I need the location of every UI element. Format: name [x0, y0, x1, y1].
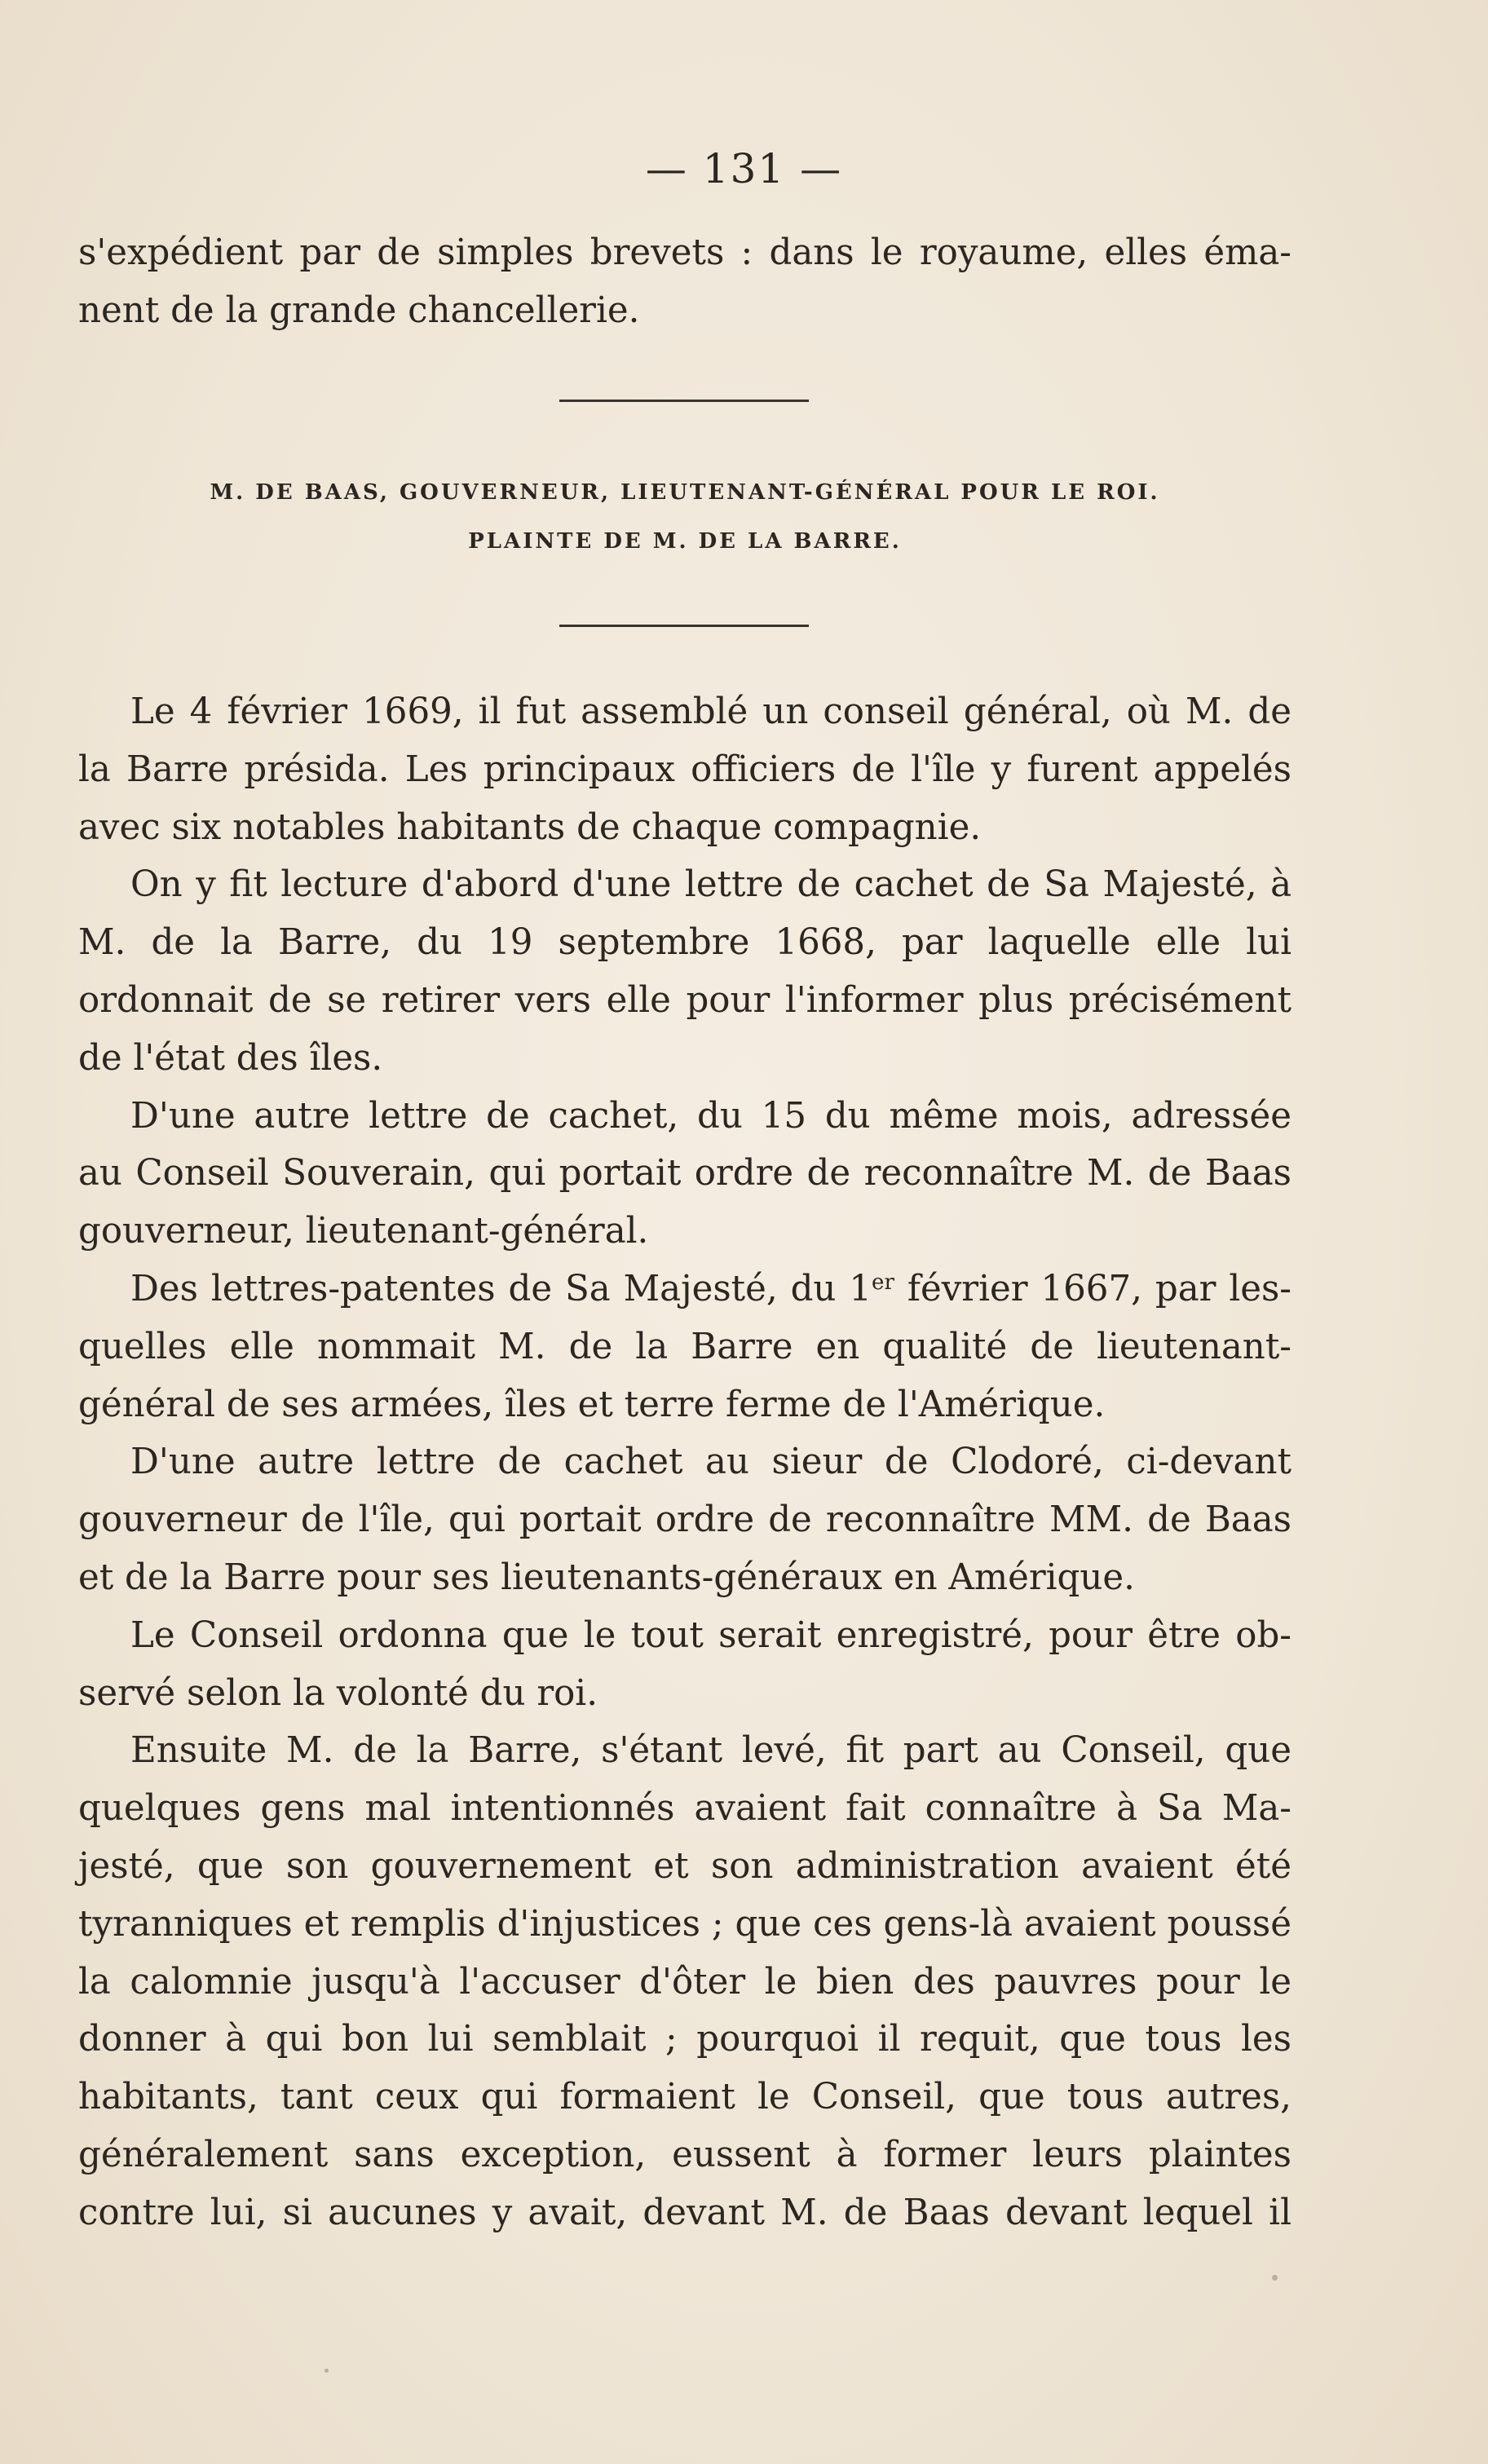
- text-line: gouverneur, lieutenant-général.: [78, 1211, 649, 1252]
- text-line: nent de la grande chancellerie.: [78, 289, 640, 331]
- section-heading: [78, 468, 1292, 566]
- text-line: tyranniques et remplis d'injustices ; que ces gens-là avaient poussé: [78, 1903, 1292, 1945]
- text-line: servé selon la volonté du roi.: [78, 1672, 598, 1714]
- text-line: de l'état des îles.: [78, 1037, 383, 1079]
- text-line: quelques gens mal intentionnés avaient fait connaître à Sa Ma-: [78, 1788, 1292, 1830]
- paper-speck: [325, 2369, 329, 2373]
- text-line: la calomnie jusqu'à l'accuser d'ôter le bien des pauvres pour le: [78, 1961, 1292, 2003]
- text-fragment: Des lettres-patentes de Sa Majesté, du 1: [130, 1268, 872, 1309]
- text-line: s'expédient par de simples brevets : dans le royaume, elles éma-: [78, 232, 1292, 273]
- text-line: et de la Barre pour ses lieutenants-généraux en Amérique.: [78, 1557, 1135, 1598]
- text-line: contre lui, si aucunes y avait, devant M. de Baas devant lequel il: [78, 2192, 1292, 2233]
- text-line: général de ses armées, îles et terre ferme de l'Amérique.: [78, 1384, 1106, 1425]
- text-fragment: février 1667, par les-: [894, 1268, 1292, 1309]
- text-line: D'une autre lettre de cachet, du 15 du même mois, adressée: [130, 1095, 1292, 1137]
- divider-top: [559, 400, 809, 402]
- text-line: jesté, que son gouvernement et son administration avaient été: [78, 1845, 1292, 1887]
- paper-speck: [1272, 2275, 1278, 2281]
- heading-line: M. DE BAAS, GOUVERNEUR, LIEUTENANT-GÉNÉRAL POUR LE ROI.: [210, 480, 1160, 505]
- intro-paragraph: [78, 224, 1292, 340]
- divider-bottom: [559, 625, 809, 627]
- heading-line: PLAINTE DE M. DE LA BARRE.: [468, 529, 902, 554]
- text-line: M. de la Barre, du 19 septembre 1668, par laquelle elle lui: [78, 922, 1292, 964]
- text-line: au Conseil Souverain, qui portait ordre de reconnaître M. de Baas: [78, 1153, 1292, 1194]
- text-line: avec six notables habitants de chaque compagnie.: [78, 806, 982, 848]
- text-line: Ensuite M. de la Barre, s'étant levé, fit part au Conseil, que: [130, 1730, 1292, 1772]
- text-line: D'une autre lettre de cachet au sieur de Clodoré, ci-devant: [130, 1442, 1292, 1483]
- text-line: la Barre présida. Les principaux officiers de l'île y furent appelés: [78, 748, 1292, 790]
- text-line: ordonnait de se retirer vers elle pour l'informer plus précisément: [78, 979, 1292, 1021]
- text-line: généralement sans exception, eussent à former leurs plaintes: [78, 2134, 1292, 2175]
- text-line: Le 4 février 1669, il fut assemblé un conseil général, où M. de: [130, 691, 1292, 732]
- text-line: donner à qui bon lui semblait ; pourquoi il requit, que tous les: [78, 2019, 1292, 2060]
- text-line: gouverneur de l'île, qui portait ordre de reconnaître MM. de Baas: [78, 1499, 1292, 1541]
- text-line: On y fit lecture d'abord d'une lettre de cachet de Sa Majesté, à: [130, 864, 1292, 906]
- superscript: er: [872, 1270, 894, 1295]
- body-text: [78, 683, 1292, 2242]
- text-line: Le Conseil ordonna que le tout serait enregistré, pour être ob-: [130, 1614, 1292, 1656]
- text-line: habitants, tant ceux qui formaient le Conseil, que tous autres,: [78, 2077, 1292, 2118]
- page-number: — 131 —: [645, 145, 843, 192]
- text-line: [78, 1261, 1292, 1318]
- text-line: quelles elle nommait M. de la Barre en qualité de lieutenant-: [78, 1326, 1292, 1367]
